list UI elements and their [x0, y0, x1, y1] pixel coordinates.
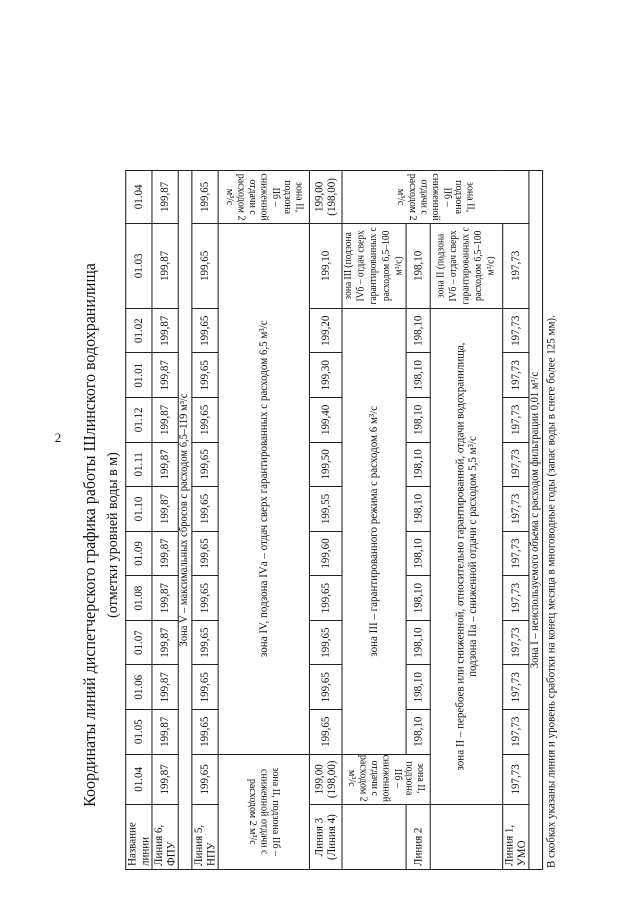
- value-cell: 198,10: [406, 442, 430, 487]
- value-cell: 199,20: [309, 308, 342, 353]
- value-cell: 199,65: [192, 223, 218, 308]
- value-cell: 197,73: [503, 308, 529, 353]
- value-cell: 199,65: [192, 620, 218, 665]
- zone2b-side-text: зона II, подзона IIб – сниженной отдачи с расходом 2 м³/с: [395, 173, 476, 221]
- table-row-zone4: [218, 171, 309, 870]
- page-number: 2: [54, 430, 62, 445]
- value-cell: 199,65: [192, 398, 218, 443]
- value-cell: 198,10: [406, 620, 430, 665]
- value-cell: 197,73: [503, 487, 529, 532]
- table-row-zone1: [529, 171, 543, 870]
- value-cell: 199,87: [152, 487, 178, 532]
- value-cell: 199,65: [192, 442, 218, 487]
- date-cell: 01.09: [126, 531, 152, 576]
- value-cell: 198,10: [406, 398, 430, 443]
- value-cell: 199,00: [313, 764, 326, 795]
- value-cell: 199,65: [309, 709, 342, 754]
- value-cell: 199,87: [152, 665, 178, 710]
- table-header-row: [126, 171, 152, 870]
- value-cell: 199,65: [309, 576, 342, 621]
- value-cell: 197,73: [503, 754, 529, 805]
- value-cell: 199,55: [309, 487, 342, 532]
- value-cell: 199,87: [152, 576, 178, 621]
- table-row-zone3: [342, 171, 406, 870]
- value-cell: 199,65: [192, 576, 218, 621]
- value-cell: 198,10: [406, 709, 430, 754]
- table-row-line6: [152, 171, 178, 870]
- value-cell: 198,10: [406, 531, 430, 576]
- value-cell: 199,87: [152, 398, 178, 443]
- value-cell: 197,73: [503, 531, 529, 576]
- zone2-text-line2: подзона IIа – сниженной отдачи с расходом 5,5 м³/с: [466, 436, 480, 677]
- date-cell: 01.04: [126, 754, 152, 805]
- value-cell: 198,10: [406, 576, 430, 621]
- zone2b-side-text: зона II, подзона IIб – сниженной отдачи с расходом 2 м³/с: [223, 173, 305, 221]
- value-cell: 198,10: [406, 353, 430, 398]
- date-cell: 01.01: [126, 353, 152, 398]
- date-cell: 01.08: [126, 576, 152, 621]
- zone3-text: зона III – гарантированного режима с расходом 6 м³/с: [342, 308, 406, 754]
- value-cell: 197,73: [503, 620, 529, 665]
- line1-label: Линия 1, УМО: [503, 805, 529, 870]
- value-cell: 199,65: [192, 308, 218, 353]
- empty-cell: [430, 805, 502, 870]
- zone2b-side-cell: [342, 754, 430, 805]
- zone2-text-line1: зона II – перебоев или сниженной, относительно гарантированной, отдачи водохранилища,: [453, 342, 467, 771]
- dispatch-schedule-table: [125, 170, 543, 870]
- table-row-line5: [192, 171, 218, 870]
- value-cell: 199,65: [192, 709, 218, 754]
- value-cell: 198,10: [406, 487, 430, 532]
- table-row-line3: [309, 171, 342, 870]
- value-cell: 199,65: [192, 531, 218, 576]
- date-cell: 01.03: [126, 223, 152, 308]
- rotated-page-content: [79, 170, 640, 870]
- value-cell: 199,87: [152, 308, 178, 353]
- value-cell: 199,87: [152, 709, 178, 754]
- value-cell: 197,73: [503, 398, 529, 443]
- line3-last-cell: [309, 171, 342, 224]
- value-cell: 199,10: [309, 223, 342, 308]
- value-cell: 198,10: [406, 665, 430, 710]
- date-cell: 01.04: [126, 171, 152, 224]
- value-cell: 199,87: [152, 620, 178, 665]
- value-cell: 199,65: [192, 353, 218, 398]
- line3-label: Линия 3: [313, 817, 326, 857]
- zone1-text: Зона I – неиспользуемого объема с расходом фильтрации 0,01 м³/с: [529, 171, 543, 870]
- date-cell: 01.02: [126, 308, 152, 353]
- zone2-side-text: зона II (подзона IVб – отдач сверх гарантированных с расходом 6,5–100 м³/с): [430, 223, 502, 308]
- header-label: Название линии: [126, 805, 152, 870]
- value-cell: 197,73: [503, 353, 529, 398]
- value-cell: 197,73: [503, 709, 529, 754]
- date-cell: 01.12: [126, 398, 152, 443]
- empty-cell: [342, 805, 406, 870]
- date-cell: 01.07: [126, 620, 152, 665]
- line3-first-cell: [309, 754, 342, 805]
- value-cell: 199,87: [152, 754, 178, 805]
- date-cell: 01.05: [126, 709, 152, 754]
- date-cell: 01.10: [126, 487, 152, 532]
- line6-label: Линия 6, ФПУ: [152, 805, 178, 870]
- value-cell: 198,10: [406, 308, 430, 353]
- line2-label: Линия 2: [406, 805, 430, 870]
- date-cell: 01.06: [126, 665, 152, 710]
- line5-label: Линия 5, НПУ: [192, 805, 218, 870]
- value-cell: 199,50: [309, 442, 342, 487]
- zone3-side-text: зона III (подзона IVб – отдач сверх гарантированных с расходом 6,5–100 м³/с): [342, 223, 406, 308]
- zone2b-side-left: [218, 754, 309, 869]
- value-cell: 199,65: [192, 487, 218, 532]
- value-cell: 197,73: [503, 442, 529, 487]
- value-cell: 199,60: [309, 531, 342, 576]
- table-row-zone5: [178, 171, 192, 870]
- zone2b-side-right-2: [342, 171, 529, 224]
- value-cell: 199,87: [152, 531, 178, 576]
- line3-label-cell: [309, 805, 342, 870]
- value-cell: 199,87: [152, 442, 178, 487]
- value-cell: 199,65: [309, 620, 342, 665]
- value-cell: 197,73: [503, 665, 529, 710]
- value-cell: 197,73: [503, 223, 529, 308]
- zone2b-side-right: [218, 171, 309, 224]
- document-subtitle: (отметки уровней воды в м): [105, 452, 121, 618]
- value-cell: 199,00: [313, 181, 326, 213]
- value-cell: 199,87: [152, 223, 178, 308]
- value-cell: 199,65: [309, 665, 342, 710]
- table-row-zone2: [430, 171, 502, 870]
- zone2-text-cell: [430, 308, 502, 804]
- zone2b-side-text: зона II, подзона IIб – сниженной отдачи с расходом 2 м³/с: [246, 767, 282, 857]
- value-cell: 199,87: [152, 171, 178, 224]
- value-cell: 198,10: [406, 223, 430, 308]
- line3-label-alt: (Линия 4): [325, 814, 339, 860]
- footnote: В скобках указаны линия и уровень сработки на конец месяца в многоводные годы (запас воды в снеге более 125 мм).: [545, 315, 558, 868]
- value-cell: 199,40: [309, 398, 342, 443]
- value-cell: 199,65: [192, 171, 218, 224]
- value-cell: 197,73: [503, 576, 529, 621]
- value-cell: 199,65: [192, 665, 218, 710]
- zone4-text: зона IV, подзона IVа – отдач сверх гарантированных с расходом 6,5 м³/с: [218, 223, 309, 754]
- value-cell: (198,00): [325, 178, 339, 216]
- value-cell: 199,65: [192, 754, 218, 805]
- zone2b-side-text: зона II, подзона IIб – сниженной отдачи с расходом 2 м³/с: [345, 754, 427, 803]
- value-cell: (198,00): [325, 760, 339, 799]
- date-cell: 01.11: [126, 442, 152, 487]
- table-row-line1: [503, 171, 529, 870]
- document-title-block: [79, 170, 125, 870]
- zone5-text: Зона V – максимальных сбросов с расходом 6,5–119 м³/с: [178, 171, 192, 870]
- value-cell: 199,87: [152, 353, 178, 398]
- value-cell: 199,30: [309, 353, 342, 398]
- document-title: Координаты линий диспетчерского графика работы Шлинского водохранилища: [81, 263, 99, 807]
